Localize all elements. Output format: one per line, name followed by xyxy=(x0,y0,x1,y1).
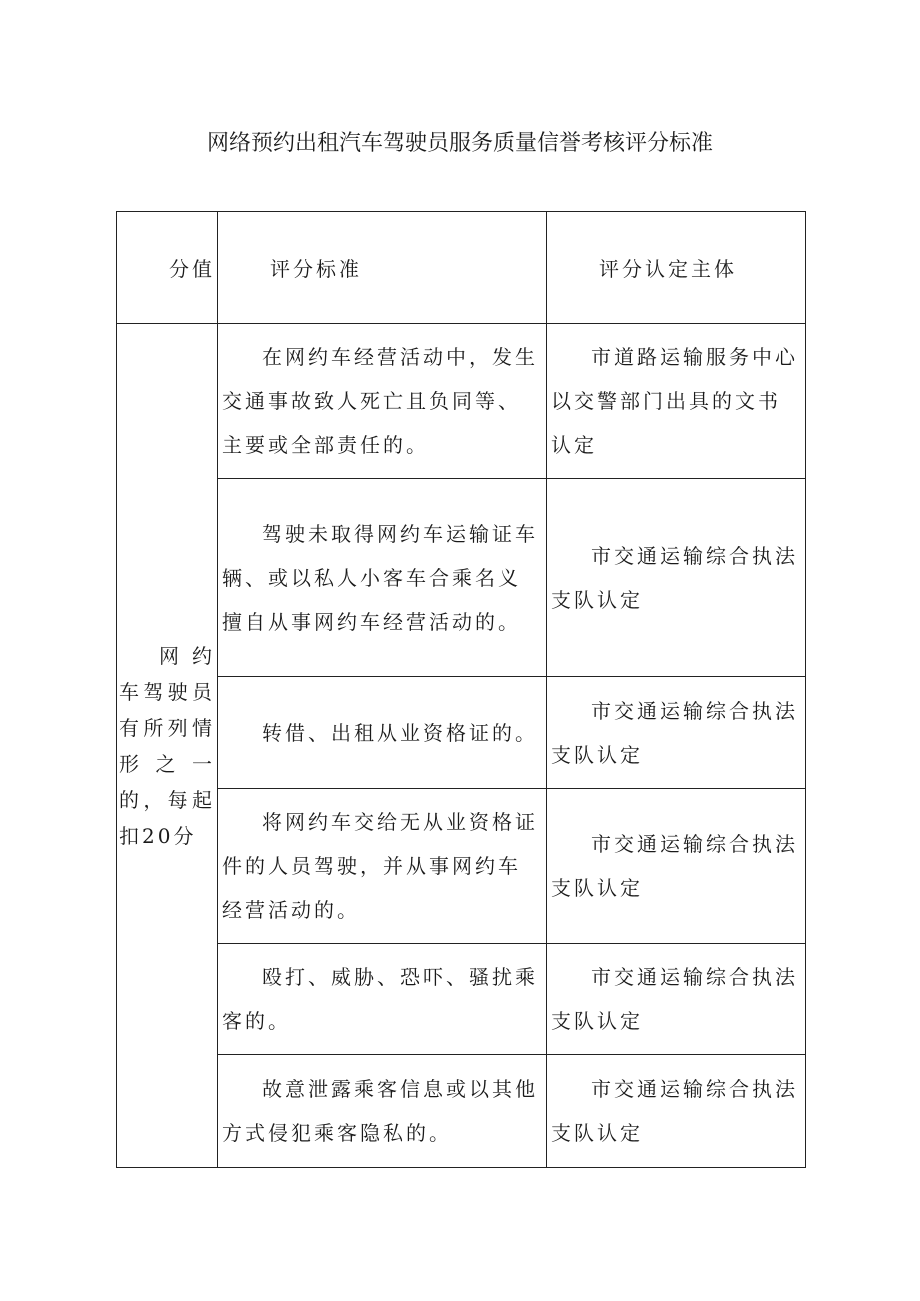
header-criteria: 评分标准 xyxy=(218,212,547,324)
table-row xyxy=(117,944,806,1055)
criteria-text: 驾驶未取得网约车运输证车辆、或以私人小客车合乘名义擅自从事网约车经营活动的。 xyxy=(222,521,538,634)
table-header-row xyxy=(117,212,806,324)
criteria-cell xyxy=(218,944,547,1055)
criteria-text: 故意泄露乘客信息或以其他方式侵犯乘客隐私的。 xyxy=(222,1077,538,1145)
authority-text: 市交通运输综合执法支队认定 xyxy=(551,1077,798,1145)
criteria-cell xyxy=(218,479,547,677)
authority-text: 市交通运输综合执法支队认定 xyxy=(551,698,798,767)
table-row xyxy=(117,324,806,479)
authority-text: 市交通运输综合执法支队认定 xyxy=(551,543,798,612)
authority-text: 市交通运输综合执法支队认定 xyxy=(551,965,798,1033)
page-title: 网络预约出租汽车驾驶员服务质量信誉考核评分标准 xyxy=(206,131,713,156)
header-score: 分值 xyxy=(117,212,218,324)
criteria-text: 在网约车经营活动中，发生交通事故致人死亡且负同等、主要或全部责任的。 xyxy=(222,345,538,457)
table-row xyxy=(117,677,806,789)
criteria-cell xyxy=(218,324,547,479)
authority-cell xyxy=(547,944,806,1055)
header-authority: 评分认定主体 xyxy=(547,212,806,324)
table-row xyxy=(117,789,806,944)
criteria-cell xyxy=(218,1055,547,1168)
criteria-text: 将网约车交给无从业资格证件的人员驾驶，并从事网约车经营活动的。 xyxy=(222,810,538,922)
criteria-text: 殴打、威胁、恐吓、骚扰乘客的。 xyxy=(222,965,538,1033)
authority-cell xyxy=(547,324,806,479)
criteria-text: 转借、出租从业资格证的。 xyxy=(262,720,538,745)
criteria-cell xyxy=(218,677,547,789)
table-row xyxy=(117,479,806,677)
authority-cell xyxy=(547,1055,806,1168)
authority-cell xyxy=(547,479,806,677)
score-group-text: 网约车驾驶员有所列情形之一的，每起扣20分 xyxy=(119,643,215,848)
authority-text: 市交通运输综合执法支队认定 xyxy=(551,832,798,900)
scoring-table xyxy=(116,211,806,1168)
criteria-cell xyxy=(218,789,547,944)
authority-cell xyxy=(547,677,806,789)
score-group-cell xyxy=(117,324,218,1168)
authority-text: 市道路运输服务中心以交警部门出具的文书认定 xyxy=(551,345,798,457)
authority-cell xyxy=(547,789,806,944)
table-row xyxy=(117,1055,806,1168)
